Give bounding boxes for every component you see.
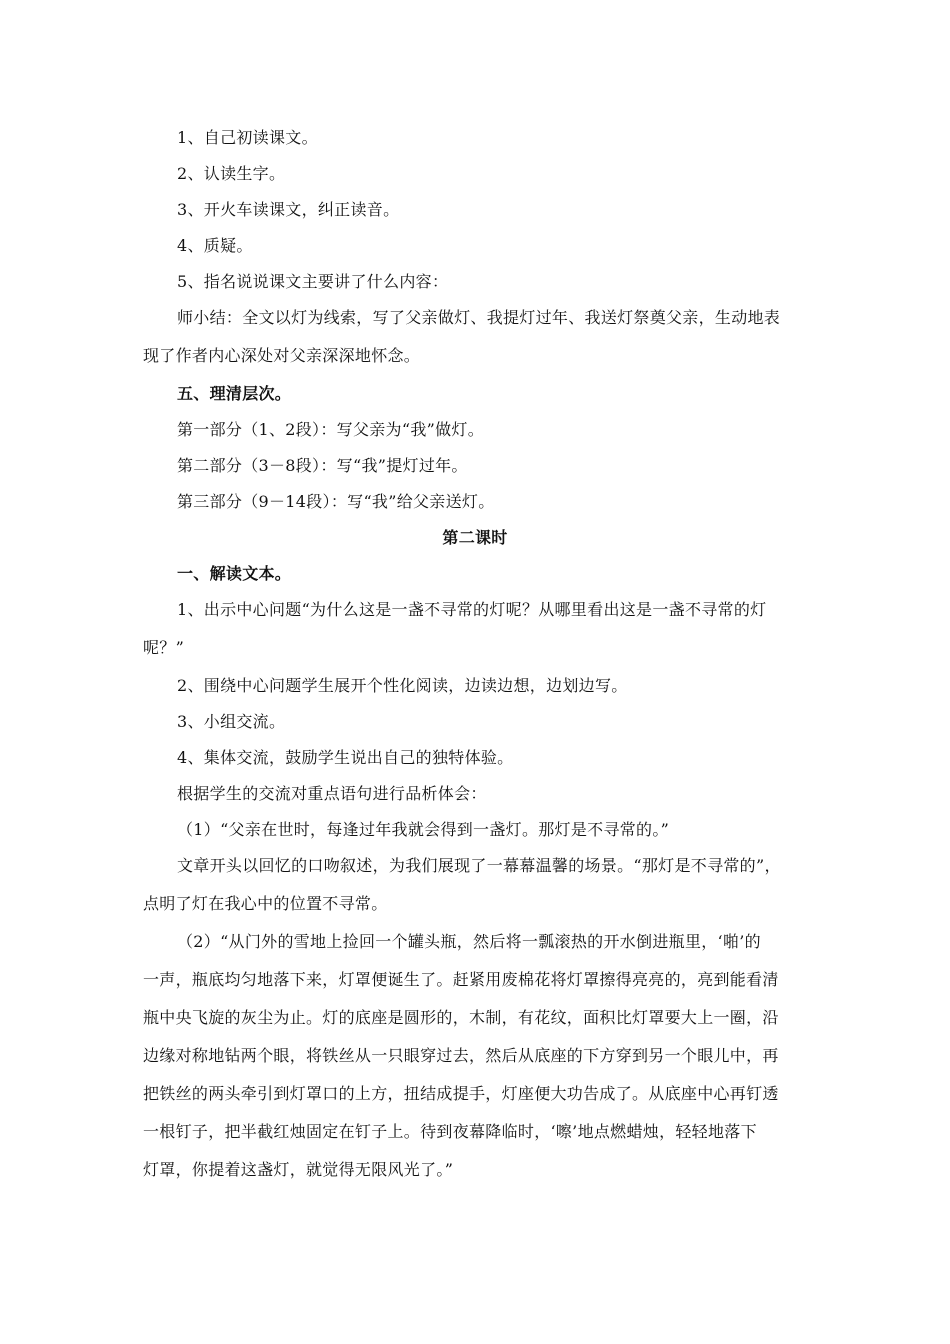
lesson-two-title: 第二课时 (442, 528, 508, 547)
step-train-reading: 3、开火车读课文，纠正读音。 (177, 200, 400, 219)
quote-two-line-7: 灯罩，你提着这盏灯，就觉得无限风光了。” (143, 1160, 454, 1179)
step-group-discussion: 3、小组交流。 (177, 712, 286, 731)
section-heading-reading: 一、解读文本。 (177, 564, 292, 583)
quote-two-line-3: 瓶中央飞旋的灰尘为止。灯的底座是圆形的，木制，有花纹，面积比灯罩要大上一圈，沿 (143, 1008, 779, 1027)
step-new-words: 2、认读生字。 (177, 164, 286, 183)
central-question-line-2: 呢？” (143, 638, 185, 657)
quote-one: （1）“父亲在世时，每逢过年我就会得到一盏灯。那灯是不寻常的。” (177, 820, 670, 839)
step-read-text: 1、自己初读课文。 (177, 128, 318, 147)
step-questions: 4、质疑。 (177, 236, 253, 255)
quote-two-line-2: 一声，瓶底均匀地落下来，灯罩便诞生了。赶紧用废棉花将灯罩擦得亮亮的，亮到能看清 (143, 970, 779, 989)
quote-one-analysis-line-2: 点明了灯在我心中的位置不寻常。 (143, 894, 388, 913)
section-heading-structure: 五、理清层次。 (177, 384, 292, 403)
quote-two-line-1: （2）“从门外的雪地上捡回一个罐头瓶，然后将一瓢滚热的开水倒进瓶里，‘啪’的 (177, 932, 761, 951)
quote-two-line-6: 一根钉子，把半截红烛固定在钉子上。待到夜幕降临时，‘嚓’地点燃蜡烛，轻轻地落下 (143, 1122, 757, 1141)
part-three: 第三部分（9－14段）：写“我”给父亲送灯。 (177, 492, 495, 511)
central-question-line-1: 1、出示中心问题“为什么这是一盏不寻常的灯呢？从哪里看出这是一盏不寻常的灯 (177, 600, 767, 619)
part-one: 第一部分（1、2段）：写父亲为“我”做灯。 (177, 420, 485, 439)
quote-one-analysis-line-1: 文章开头以回忆的口吻叙述，为我们展现了一幕幕温馨的场景。“那灯是不寻常的”， (177, 856, 781, 875)
step-class-discussion: 4、集体交流，鼓励学生说出自己的独特体验。 (177, 748, 514, 767)
teacher-summary-line-2: 现了作者内心深处对父亲深深地怀念。 (143, 346, 421, 365)
quote-two-line-4: 边缘对称地钻两个眼，将铁丝从一只眼穿过去，然后从底座的下方穿到另一个眼儿中，再 (143, 1046, 779, 1065)
quote-two-line-5: 把铁丝的两头牵引到灯罩口的上方，扭结成提手，灯座便大功告成了。从底座中心再钉透 (143, 1084, 779, 1103)
teacher-summary-line-1: 师小结：全文以灯为线索，写了父亲做灯、我提灯过年、我送灯祭奠父亲，生动地表 (177, 308, 781, 327)
part-two: 第二部分（3－8段）：写“我”提灯过年。 (177, 456, 468, 475)
step-individual-reading: 2、围绕中心问题学生展开个性化阅读，边读边想，边划边写。 (177, 676, 628, 695)
analysis-intro: 根据学生的交流对重点语句进行品析体会： (177, 784, 487, 803)
step-main-idea: 5、指名说说课文主要讲了什么内容： (177, 272, 449, 291)
